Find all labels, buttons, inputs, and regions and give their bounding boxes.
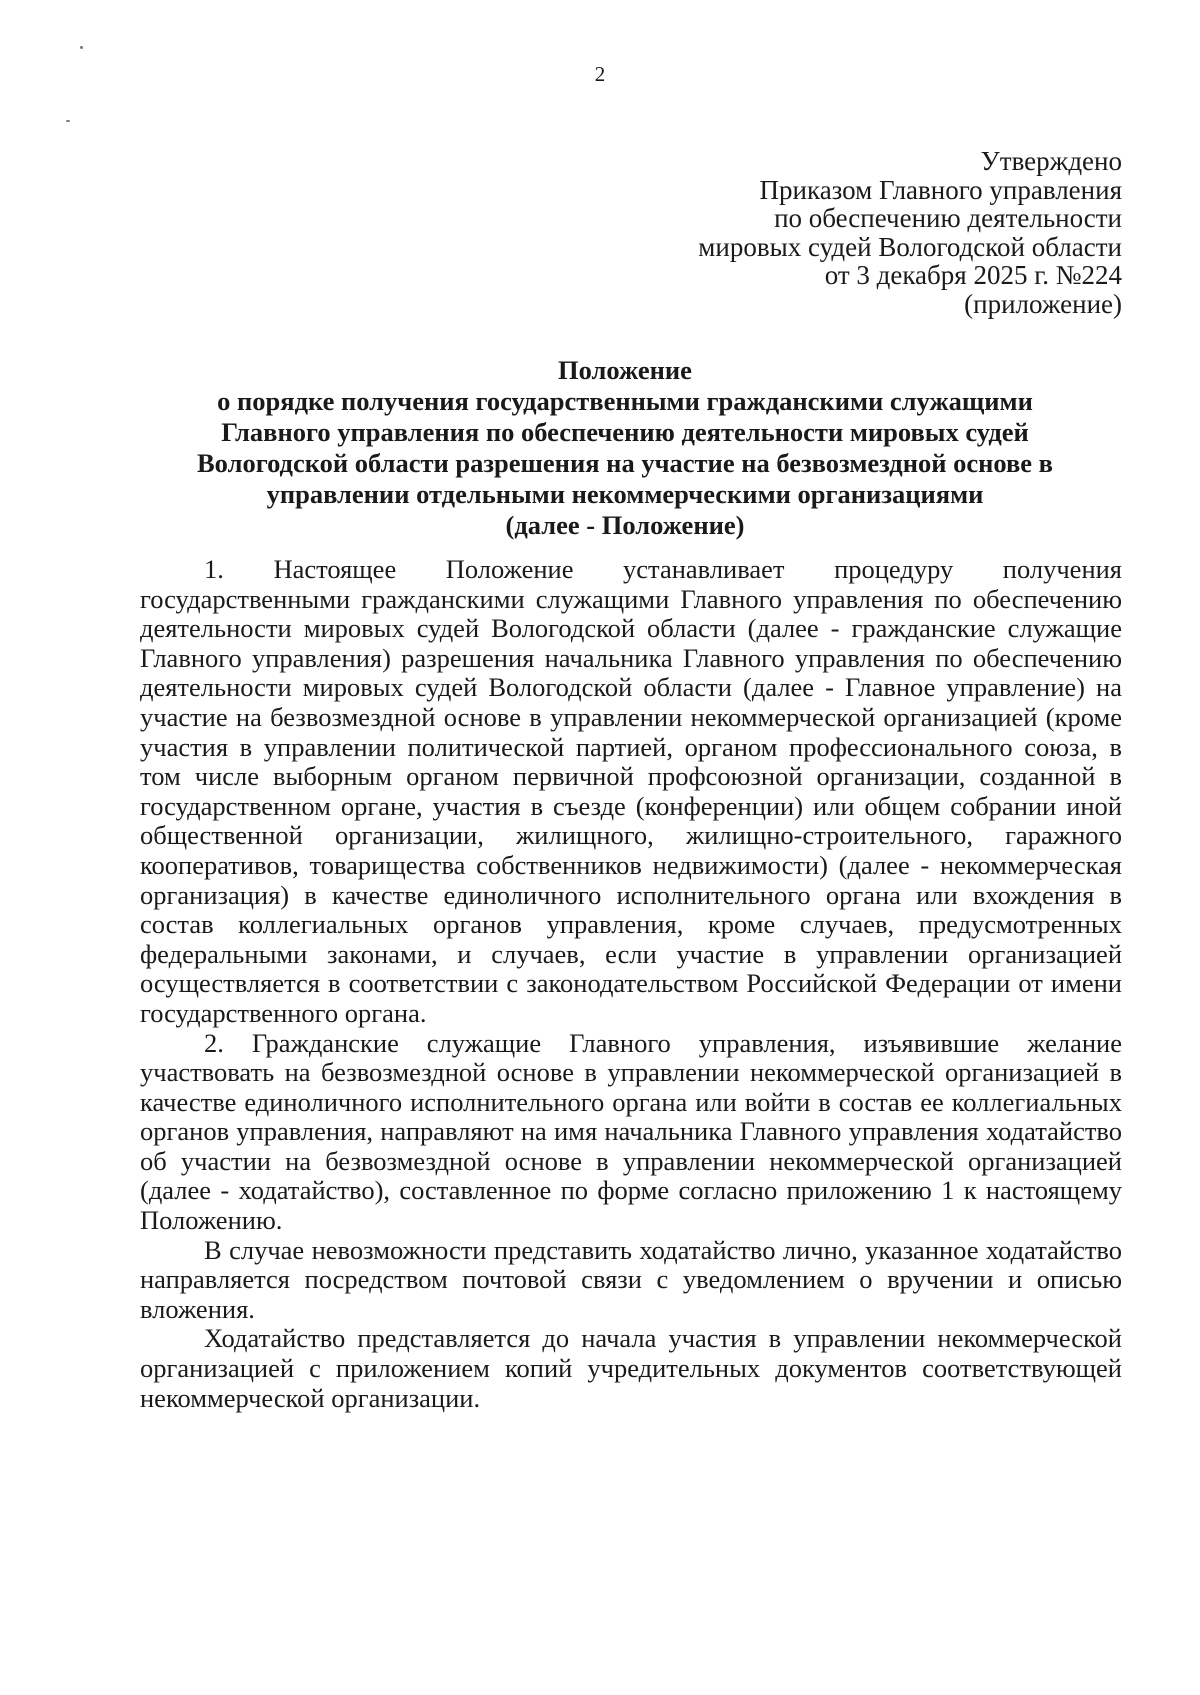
paragraph: 1. Настоящее Положение устанавливает процедуру получения государственными гражданскими служащими Главного управления по обеспечению деятельности мировых судей Вологодской области (далее - гражданские служащие Главного управления) разрешения начальника Главного управления по обеспечению деятельности мировых судей Вологодской области (далее - Главное управление) на участие на безвозмездной основе в управлении некоммерческой организацией (кроме участия в управлении политической партией, органом профессионального союза, в том числе выборным органом первичной профсоюзной организации, созданной в государственном органе, участия в съезде (конференции) или общем собрании иной общественной организации, жилищного, жилищно-строительного, гаражного кооперативов, товарищества собственников недвижимости) (далее - некоммерческая организация) в качестве единоличного исполнительного органа или вхождения в состав коллегиальных органов управления, кроме случаев, предусмотренных федеральными законами, и случаев, если участие в управлении организацией осуществляется в соответствии с законодательством Российской Федерации от имени государственного органа.	[140, 554, 1122, 1028]
approval-line: Приказом Главного управления	[759, 174, 1122, 205]
document-title	[150, 355, 1100, 541]
title-line: Положение	[558, 355, 692, 385]
approval-block	[562, 147, 1122, 318]
title-line: Вологодской области разрешения на участие на безвозмездной основе в	[197, 448, 1053, 478]
scan-speck	[66, 120, 70, 122]
approval-line: мировых судей Вологодской области	[698, 231, 1122, 262]
title-line: о порядке получения государственными гражданскими служащими	[217, 386, 1033, 416]
page-number: 2	[594, 62, 606, 86]
document-body	[140, 555, 1122, 1413]
title-line: (далее - Положение)	[505, 510, 745, 540]
approval-line: от 3 декабря 2025 г. №224	[824, 260, 1122, 290]
approval-line: по обеспечению деятельности	[774, 203, 1122, 233]
title-line: Главного управления по обеспечению деятельности мировых судей	[221, 417, 1029, 447]
paragraph: Ходатайство представляется до начала участия в управлении некоммерческой организацией с приложением копий учредительных документов соответствующей некоммерческой организации.	[140, 1323, 1122, 1413]
title-line: управлении отдельными некоммерческими организациями	[266, 479, 984, 509]
scan-speck	[80, 46, 83, 49]
approval-line: (приложение)	[964, 288, 1122, 319]
paragraph: 2. Гражданские служащие Главного управления, изъявившие желание участвовать на безвозмездной основе в управлении некоммерческой организацией в качестве единоличного исполнительного органа или войти в состав ее коллегиальных органов управления, направляют на имя начальника Главного управления ходатайство об участии на безвозмездной основе в управлении некоммерческой организацией (далее - ходатайство), составленное по форме согласно приложению 1 к настоящему Положению.	[140, 1027, 1122, 1236]
approval-line: Утверждено	[980, 146, 1122, 176]
paragraph: В случае невозможности представить ходатайство лично, указанное ходатайство направляется посредством почтовой связи с уведомлением о вручении и описью вложения.	[140, 1234, 1122, 1324]
